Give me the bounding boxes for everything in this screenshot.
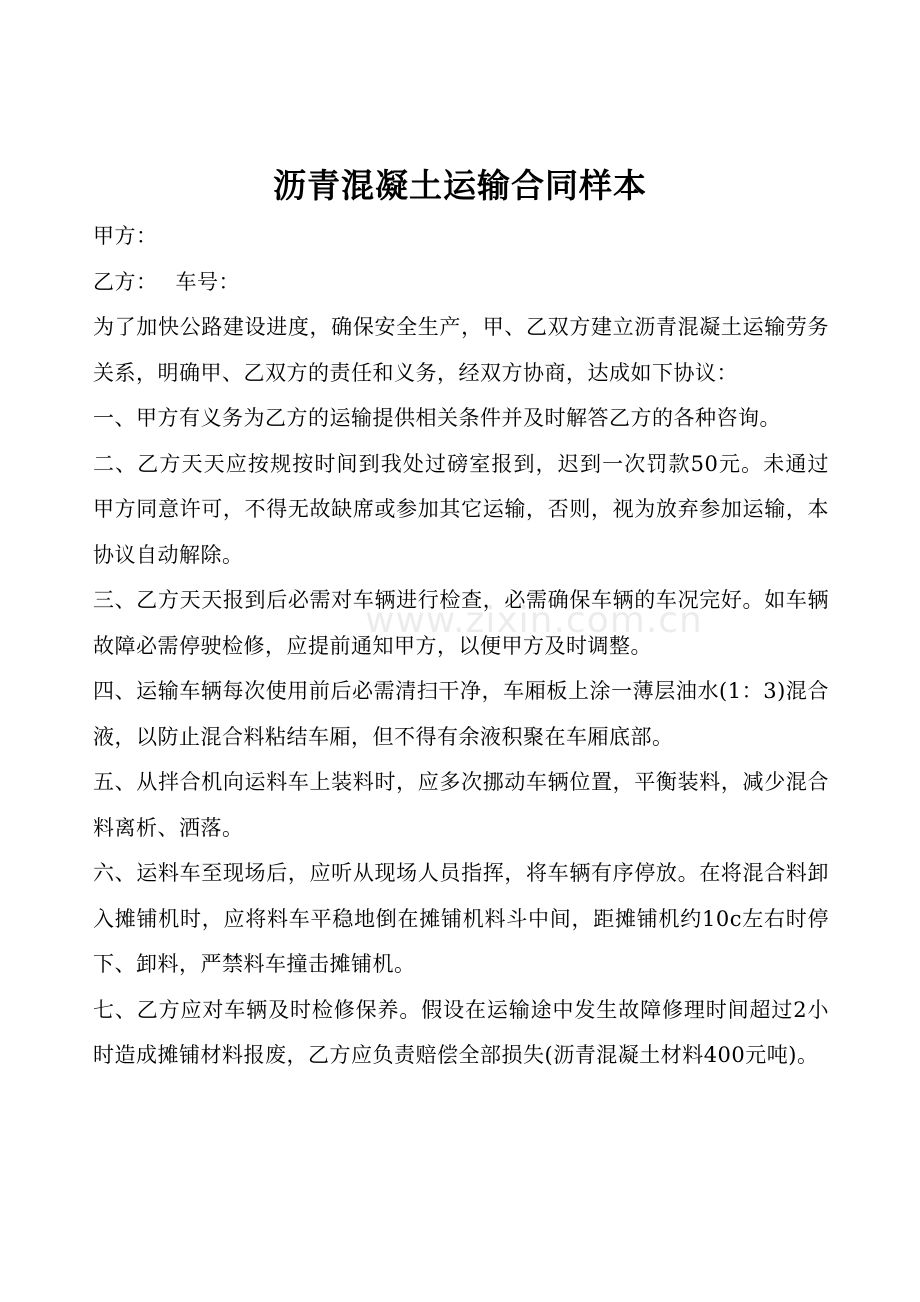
clause-1: 一、甲方有义务为乙方的运输提供相关条件并及时解答乙方的各种咨询。 — [93, 406, 781, 430]
clause-6: 六、运料车至现场后，应听从现场人员指挥，将车辆有序停放。在将混合料卸入摊铺机时，应将料车平稳地倒在摊铺机料斗中间，距摊铺机约10c左右时停下、卸料，严禁料车撞击摊铺机。 — [93, 861, 829, 976]
document-body — [93, 214, 829, 1079]
clause-3: 三、乙方天天报到后必需对车辆进行检查，必需确保车辆的车况完好。如车辆故障必需停驶检修，应提前通知甲方，以便甲方及时调整。 — [93, 588, 829, 658]
clause-5: 五、从拌合机向运料车上装料时，应多次挪动车辆位置，平衡装料，减少混合料离析、洒落。 — [93, 770, 829, 840]
party-a-line — [93, 214, 829, 260]
watermark: www.zixin.com.cn — [365, 600, 703, 641]
clause-2: 二、乙方天天应按规按时间到我处过磅室报到，迟到一次罚款50元。未通过甲方同意许可，不得无故缺席或参加其它运输，否则，视为放弃参加运输，本协议自动解除。 — [93, 451, 829, 567]
vehicle-number-label: 车号： — [175, 269, 240, 294]
party-b-label: 乙方： — [93, 269, 158, 294]
party-a-label: 甲方： — [93, 224, 158, 248]
document-title: 沥青混凝土运输合同样本 — [273, 166, 647, 205]
clause-7: 七、乙方应对车辆及时检修保养。假设在运输途中发生故障修理时间超过2小时造成摊铺材料报废，乙方应负责赔偿全部损失(沥青混凝土材料400元吨)。 — [93, 997, 829, 1067]
party-b-line — [93, 260, 829, 306]
clause-4: 四、运输车辆每次使用前后必需清扫干净，车厢板上涂一薄层油水(1：3)混合液，以防止混合料粘结车厢，但不得有余液积聚在车厢底部。 — [93, 679, 829, 749]
intro-paragraph: 为了加快公路建设进度，确保安全生产，甲、乙双方建立沥青混凝土运输劳务关系，明确甲、乙双方的责任和义务，经双方协商，达成如下协议： — [93, 315, 829, 385]
